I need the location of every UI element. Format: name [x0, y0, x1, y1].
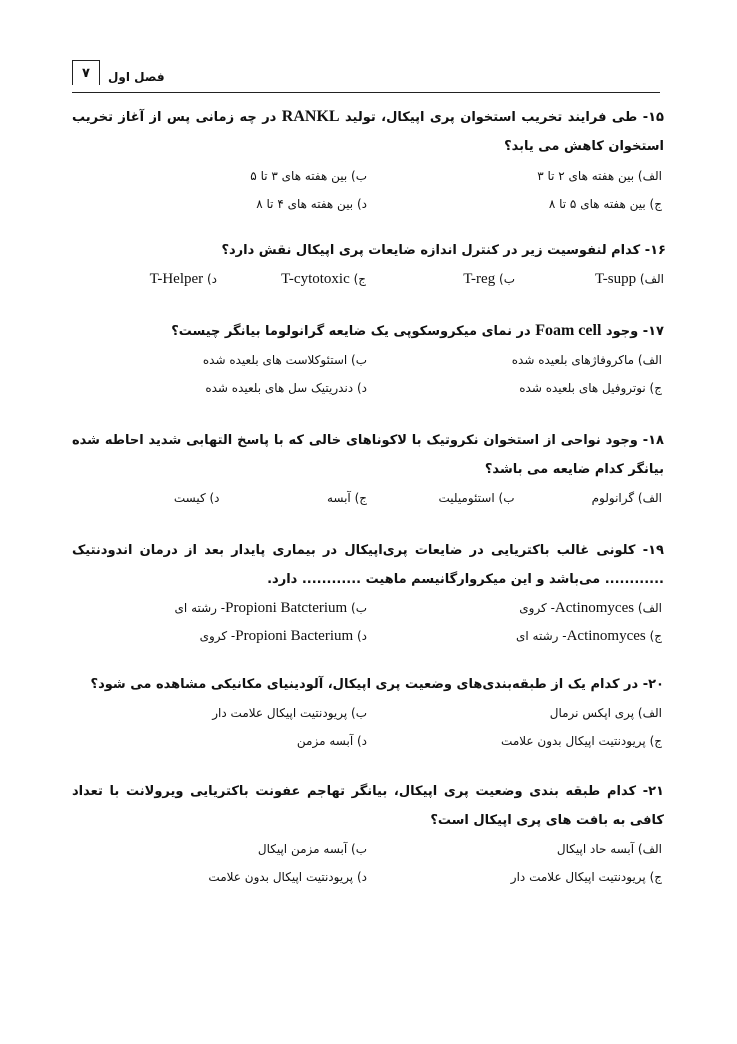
option-c[interactable]: ج) پریودنتیت اپیکال علامت دار — [510, 870, 662, 884]
chapter-title: فصل اول — [108, 70, 165, 84]
question-18 — [72, 426, 664, 512]
option-a[interactable]: الف) T-supp — [594, 271, 664, 287]
option-c[interactable]: ج) نوتروفیل های بلعیده شده — [519, 381, 662, 395]
option-b[interactable]: ب) آبسه مزمن اپیکال — [257, 842, 367, 856]
option-c[interactable]: ج) T-cytotoxic — [281, 271, 366, 287]
question-20 — [72, 670, 664, 755]
option-a[interactable]: الف) بین هفته های ۲ تا ۳ — [537, 169, 662, 183]
option-c[interactable]: ج) آبسه — [326, 491, 367, 505]
page-number: ۷ — [72, 60, 100, 85]
latin-term: Foam cell — [535, 322, 602, 339]
question-21 — [72, 777, 664, 891]
option-b[interactable]: ب) پریودنتیت اپیکال علامت دار — [212, 706, 367, 720]
option-d[interactable]: د) آبسه مزمن — [296, 734, 367, 748]
question-19 — [72, 536, 664, 650]
option-a[interactable]: الف) Actinomyces- کروی — [519, 600, 662, 616]
option-c[interactable]: ج) بین هفته های ۵ تا ۸ — [548, 197, 662, 211]
option-d[interactable]: د) بین هفته های ۴ تا ۸ — [256, 197, 367, 211]
option-c[interactable]: ج) پریودنتیت اپیکال بدون علامت — [501, 734, 662, 748]
option-b[interactable]: ب) T-reg — [463, 271, 515, 287]
question-text: ۱۶- کدام لنفوسیت زیر در کنترل اندازه ضایعات پری اپیکال نقش دارد؟ — [221, 243, 666, 258]
option-d[interactable]: د) کیست — [173, 491, 220, 505]
option-d[interactable]: د) پریودنتیت اپیکال بدون علامت — [208, 870, 367, 884]
option-a[interactable]: الف) ماکروفاژهای بلعیده شده — [511, 353, 662, 367]
option-b[interactable]: ب) استئوکلاست های بلعیده شده — [202, 353, 367, 367]
question-17 — [72, 316, 664, 402]
latin-term: RANKL — [281, 108, 340, 125]
option-a[interactable]: الف) پری اپکس نرمال — [549, 706, 662, 720]
question-16 — [68, 236, 666, 293]
option-b[interactable]: ب) بین هفته های ۳ تا ۵ — [250, 169, 367, 183]
option-c[interactable]: ج) Actinomyces- رشته ای — [516, 628, 662, 644]
option-d[interactable]: د) T-Helper — [149, 271, 217, 287]
option-a[interactable]: الف) گرانولوم — [591, 491, 662, 505]
option-d[interactable]: د) دندریتیک سل های بلعیده شده — [205, 381, 367, 395]
question-text: ۱۹- کلونی غالب باکتریایی در ضایعات پری‌اپیکال در بیماری پایدار بعد از درمان اندودنتیک ............ می‌باشد و این میکروارگانیسم ماهیت ............ دارد. — [72, 543, 664, 587]
question-15 — [72, 102, 664, 218]
option-a[interactable]: الف) آبسه حاد اپیکال — [556, 842, 662, 856]
question-text: ۱۷- وجود Foam cell در نمای میکروسکوپی یک ضایعه گرانولوما بیانگر چیست؟ — [171, 322, 664, 339]
question-text: ۲۱- کدام طبقه بندی وضعیت پری اپیکال، بیانگر تهاجم عفونت باکتریایی ویرولانت با تعداد کافی به بافت های پری اپیکال است؟ — [72, 784, 664, 828]
option-b[interactable]: ب) استئومیلیت — [438, 491, 515, 505]
option-b[interactable]: ب) Propioni Batcterium- رشته ای — [174, 600, 367, 616]
page-header — [72, 60, 660, 93]
question-text: ۱۸- وجود نواحی از استخوان نکروتیک با لاکوناهای خالی که با پاسخ التهابی شدید احاطه شده بیانگر کدام ضایعه می باشد؟ — [72, 433, 664, 477]
question-text: ۱۵- طی فرایند تخریب استخوان پری اپیکال، تولید RANKL در چه زمانی پس از آغاز تخریب استخوان کاهش می یابد؟ — [72, 108, 664, 154]
question-text: ۲۰- در کدام یک از طبقه‌بندی‌های وضعیت پری اپیکال، آلودینیای مکانیکی مشاهده می شود؟ — [90, 677, 664, 692]
option-d[interactable]: د) Propioni Bacterium- کروی — [199, 628, 367, 644]
